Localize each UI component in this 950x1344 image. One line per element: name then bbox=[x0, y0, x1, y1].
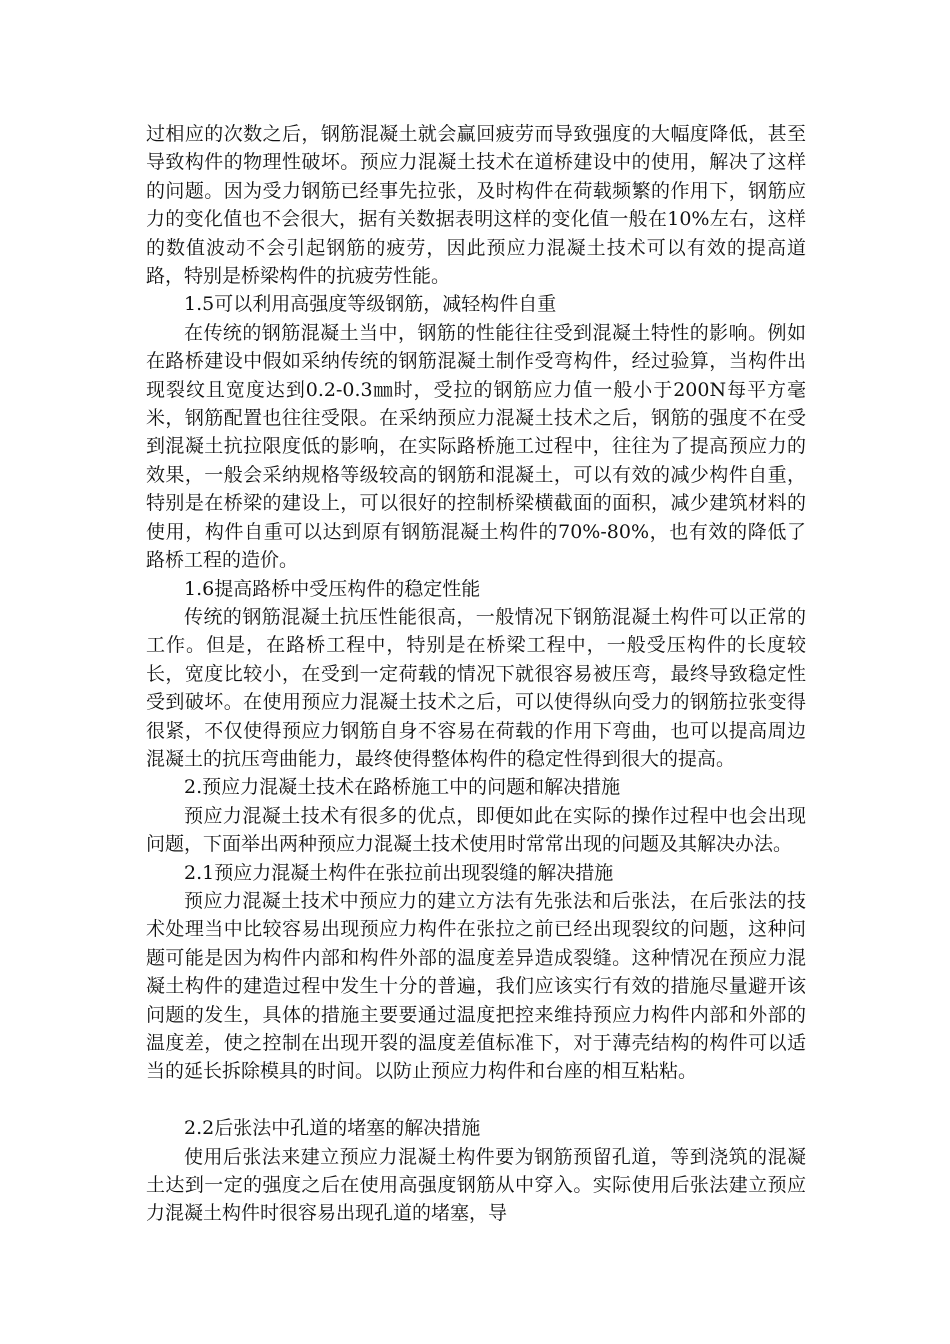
section-heading-2-2: 2.2后张法中孔道的堵塞的解决措施 bbox=[184, 1117, 481, 1140]
paragraph-high-strength-steel: 在传统的钢筋混凝土当中，钢筋的性能往往受到混凝土特性的影响。例如在路桥建设中假如采纳传统的钢筋混凝土制作受弯构件，经过验算，当构件出现裂纹且宽度达到0.2-0.3㎜时，受拉的钢筋应力值一般小于200N每平方毫米，钢筋配置也往往受限。在采纳预应力混凝土技术之后，钢筋的强度不在受到混凝土抗拉限度低的影响，在实际路桥施工过程中，往往为了提高预应力的效果，一般会采纳规格等级较高的钢筋和混凝土，可以有效的减少构件自重，特别是在桥梁的建设上，可以很好的控制桥梁横截面的面积，减少建筑材料的使用，构件自重可以达到原有钢筋混凝土构件的70%-80%，也有效的降低了路桥工程的造价。 bbox=[146, 321, 806, 572]
paragraph-compression-stability: 传统的钢筋混凝土抗压性能很高，一般情况下钢筋混凝土构件可以正常的工作。但是，在路桥工程中，特别是在桥梁工程中，一般受压构件的长度较长，宽度比较小，在受到一定荷载的情况下就很容易被压弯，最终导致稳定性受到破坏。在使用预应力混凝土技术之后，可以使得纵向受力的钢筋拉张变得很紧，不仅使得预应力钢筋自身不容易在荷载的作用下弯曲，也可以提高周边混凝土的抗压弯曲能力，最终使得整体构件的稳定性得到很大的提高。 bbox=[146, 605, 806, 770]
section-heading-2-1: 2.1预应力混凝土构件在张拉前出现裂缝的解决措施 bbox=[184, 861, 614, 884]
paragraph-crack-solution: 预应力混凝土技术中预应力的建立方法有先张法和后张法，在后张法的技术处理当中比较容易出现预应力构件在张拉之前已经出现裂纹的问题，这种问题可能是因为构件内部和构件外部的温度差异造成裂缝。这种情况在预应力混凝土构件的建造过程中发生十分的普遍，我们应该实行有效的措施尽量避开该问题的发生，具体的措施主要要通过温度把控来维持预应力构件内部和外部的温度差，使之控制在出现开裂的温度差值标准下，对于薄壳结构的构件可以适当的延长拆除模具的时间。以防止预应力构件和台座的相互粘粘。 bbox=[146, 889, 806, 1083]
section-heading-2: 2.预应力混凝土技术在路桥施工中的问题和解决措施 bbox=[184, 776, 621, 799]
document-body bbox=[146, 120, 806, 1228]
section-heading-1-5: 1.5可以利用高强度等级钢筋，减轻构件自重 bbox=[184, 293, 557, 316]
section-heading-1-6: 1.6提高路桥中受压构件的稳定性能 bbox=[184, 577, 481, 600]
paragraph-fatigue: 过相应的次数之后，钢筋混凝土就会赢回疲劳而导致强度的大幅度降低，甚至导致构件的物理性破坏。预应力混凝土技术在道桥建设中的使用，解决了这样的问题。因为受力钢筋已经事先拉张，及时构件在荷载频繁的作用下，钢筋应力的变化值也不会很大，据有关数据表明这样的变化值一般在10%左右，这样的数值波动不会引起钢筋的疲劳，因此预应力混凝土技术可以有效的提高道路，特别是桥梁构件的抗疲劳性能。 bbox=[146, 123, 806, 288]
paragraph-problems-intro: 预应力混凝土技术有很多的优点，即便如此在实际的操作过程中也会出现问题，下面举出两种预应力混凝土技术使用时常常出现的问题及其解决办法。 bbox=[146, 804, 806, 856]
paragraph-duct-blockage: 使用后张法来建立预应力混凝土构件要为钢筋预留孔道，等到浇筑的混凝土达到一定的强度之后在使用高强度钢筋从中穿入。实际使用后张法建立预应力混凝土构件时很容易出现孔道的堵塞，导 bbox=[146, 1145, 806, 1225]
